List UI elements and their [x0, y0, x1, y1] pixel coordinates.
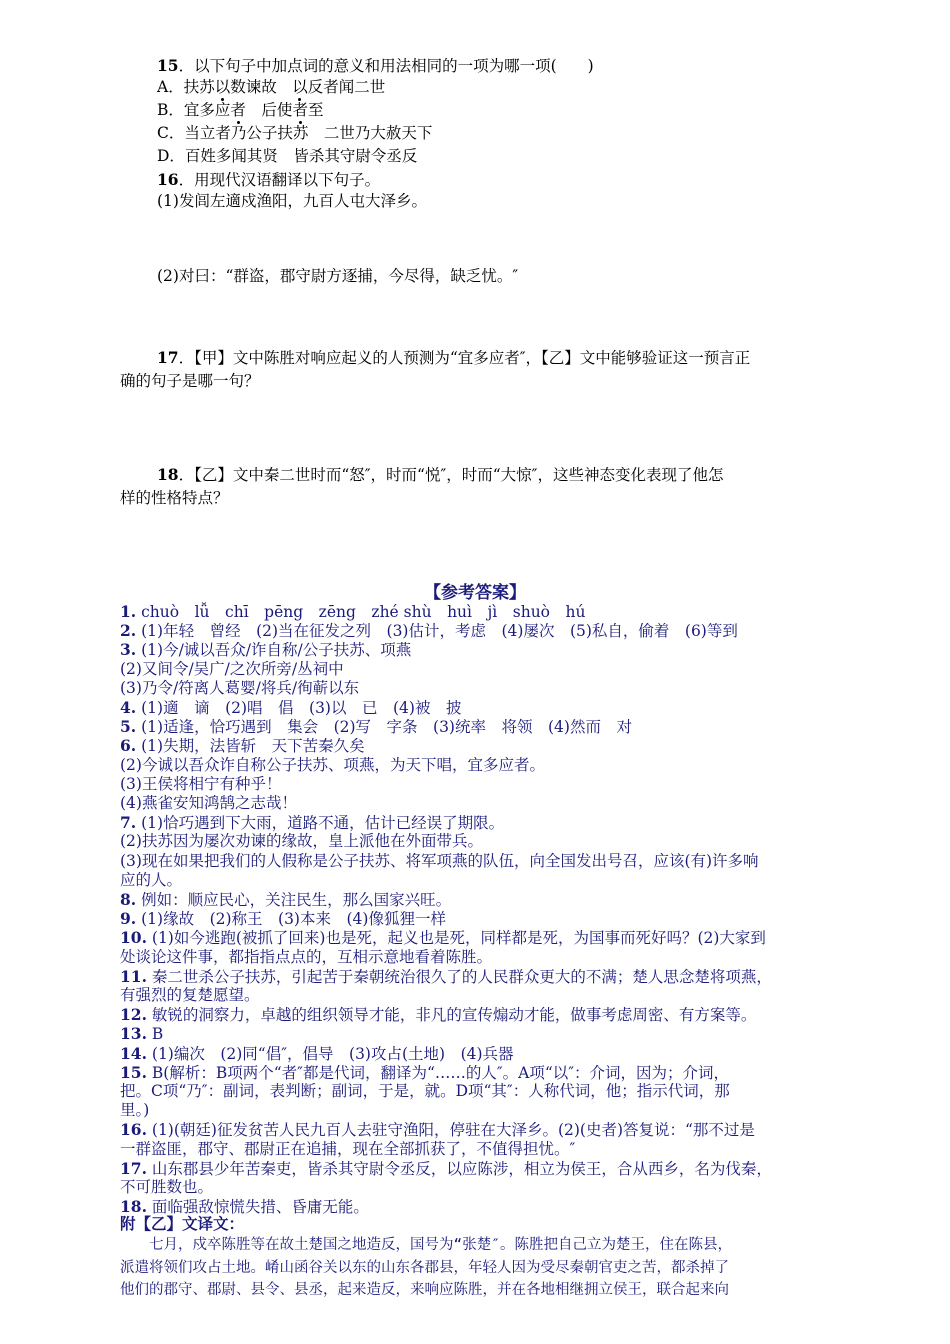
answer-line [120, 1178, 213, 1197]
answer-text: chuò lǚ chī pēng zēng zhé shù huì jì shuò hú [136, 603, 586, 621]
answer-line [120, 640, 411, 660]
answer-line [120, 698, 461, 718]
answer-number: 3. [120, 640, 137, 660]
answer-number: 15. [120, 1062, 147, 1082]
answer-line [120, 852, 759, 871]
answer-text: 处谈论这件事，都指指点点的，互相示意地看着陈胜。 [120, 947, 493, 966]
answer-number: 16. [120, 1120, 147, 1140]
answer-line [120, 621, 738, 641]
answer-text: 秦二世杀公子扶苏，引起苦于秦朝统治很久了的人民群众更大的不满；楚人思念楚将项燕， [146, 967, 772, 986]
answer-line [120, 602, 585, 622]
question-17-line-1: 17．【甲】文中陈胜对响应起义的人预测为“宜多应者″，【乙】文中能够验证这一预言正 [157, 348, 751, 367]
answer-number: 2. [120, 621, 137, 641]
question-18-line-2: 样的性格特点？ [120, 489, 229, 507]
answer-line [120, 1120, 755, 1140]
question-15-option-a: A．扶苏以数谏故 以反者闻二世 [157, 78, 386, 96]
answers-title: 【参考答案】 [424, 583, 526, 603]
answer-number: 14. [120, 1043, 147, 1063]
answer-number: 6. [120, 736, 137, 756]
answer-line [120, 775, 281, 794]
answer-number: 11. [120, 966, 147, 986]
answer-text: 例如：顺应民心，关注民生，那么国家兴旺。 [136, 891, 452, 909]
answer-number: 1. [120, 602, 137, 621]
answer-line [120, 1082, 730, 1101]
answer-number: 18. [120, 1197, 147, 1217]
answer-text: (3)乃令/符离人葛婴/将兵/徇蕲以东 [120, 678, 360, 697]
answer-line [120, 813, 504, 833]
answer-line [120, 660, 344, 679]
answer-text: (1)恰巧遇到下大雨，道路不通，估计已经误了期限。 [136, 814, 505, 833]
answer-line [120, 948, 492, 967]
answer-line [120, 928, 766, 948]
question-16-sentence-1: (1)发闾左適戍渔阳，九百人屯大泽乡。 [157, 192, 427, 210]
translation-line: 他们的郡守、郡尉、县令、县丞，起来造反，来响应陈胜，并在各地相继拥立侯王，联合起来向 [120, 1282, 729, 1298]
question-16-stem: 16．用现代汉语翻译以下句子。 [157, 170, 381, 189]
answer-number: 7. [120, 813, 137, 833]
answer-number: 13. [120, 1024, 147, 1044]
question-15-option-c: C．当立者乃公子扶苏 二世乃大赦天下 [157, 124, 433, 142]
answer-text: (1)缘故 (2)称王 (3)本来 (4)像狐狸一样 [136, 910, 446, 929]
answer-text: 一群盗匪，郡守、郡尉正在追捕，现在全部抓获了，不值得担忧。″ [120, 1139, 576, 1158]
answer-line [120, 1024, 163, 1044]
translation-line: 七月，戍卒陈胜等在故土楚国之地造反，国号为“张楚″。陈胜把自己立为楚王，住在陈县， [120, 1237, 732, 1253]
answer-text: 把。C项“乃″：副词，表判断；副词，于是，就。D项“其″：人称代词，他；指示代词，那 [120, 1082, 730, 1100]
answer-text: (2)又间令/吴广/之次所旁/丛祠中 [120, 659, 344, 678]
answer-line [120, 890, 451, 910]
answer-number: 12. [120, 1005, 147, 1025]
question-15-number: 15 [157, 56, 179, 75]
answer-line [120, 794, 297, 813]
answer-number: 10. [120, 928, 147, 948]
answer-text: (3)王侯将相宁有种乎！ [120, 774, 282, 793]
question-18-line-1: 18．【乙】文中秦二世时而“怒″，时而“悦″，时而“大惊″，这些神态变化表现了他怎 [157, 465, 724, 484]
answer-line [120, 967, 772, 987]
answer-text: (1)适逢，恰巧遇到 集会 (2)写 字条 (3)统率 将领 (4)然而 对 [136, 718, 632, 737]
question-15-option-d: D．百姓多闻其贤 皆杀其守尉令丞反 [157, 147, 418, 165]
answer-text: (2)扶苏因为屡次劝谏的缘故，皇上派他在外面带兵。 [120, 832, 483, 851]
answer-number: 4. [120, 698, 137, 717]
answer-text: (1)年轻 曾经 (2)当在征发之列 (3)估计，考虑 (4)屡次 (5)私自，偷着 (6)等到 [136, 622, 738, 641]
answer-line [120, 1063, 729, 1083]
answer-text: 面临强敌惊慌失措、昏庸无能。 [146, 1198, 369, 1217]
answer-line [120, 1044, 514, 1064]
answer-text: (1)失期，法皆斩 天下苦秦久矣 [136, 737, 365, 756]
answer-number: 17. [120, 1158, 147, 1178]
answer-number: 8. [120, 890, 137, 909]
answer-line [120, 736, 365, 756]
answer-text: (1)適 谪 (2)唱 倡 (3)以 已 (4)被 披 [136, 699, 462, 717]
answer-line [120, 1140, 575, 1159]
answer-text: 里。) [120, 1101, 150, 1120]
answer-line [120, 756, 545, 775]
answer-text: (4)燕雀安知鸿鹄之志哉！ [120, 794, 297, 812]
answer-text: 敏锐的洞察力，卓越的组织领导才能，非凡的宣传煽动才能，做事考虑周密、有方案等。 [146, 1006, 757, 1025]
answer-line [120, 871, 182, 890]
question-15-stem: 15．以下句子中加点词的意义和用法相同的一项为哪一项( ) [157, 56, 594, 75]
question-17-line-2: 确的句子是哪一句？ [120, 372, 260, 390]
answer-text: (1)(朝廷)征发贫苦人民九百人去驻守渔阳，停驻在大泽乡。(2)(史者)答复说：“那不过是 [146, 1121, 755, 1140]
question-17-number: 17 [157, 348, 179, 367]
answer-text: (1)编次 (2)同“倡″，倡导 (3)攻占(土地) (4)兵器 [146, 1044, 514, 1063]
answer-text: B [146, 1025, 164, 1044]
question-15-option-b: B．宜多应者 后使者至 [157, 101, 324, 119]
answer-line [120, 986, 260, 1005]
appendix-title: 附【乙】文译文： [120, 1214, 245, 1233]
answer-line [120, 717, 632, 737]
answer-number: 9. [120, 909, 137, 929]
answer-line [120, 832, 483, 851]
answer-text: 有强烈的复楚愿望。 [120, 986, 260, 1004]
answer-number: 5. [120, 717, 137, 737]
answer-line [120, 1101, 149, 1120]
answer-text: (1)今/诚以吾众/诈自称/公子扶苏、项燕 [136, 641, 412, 660]
question-16-number: 16 [157, 170, 179, 189]
answer-text: (1)如今逃跑(被抓了回来)也是死，起义也是死，同样都是死，为国事而死好吗？(2)大家到 [146, 929, 766, 948]
translation-line: 派遣将领们攻占土地。崤山函谷关以东的山东各郡县，年轻人因为受尽秦朝官吏之苦，都杀掉了 [120, 1259, 729, 1276]
answer-line [120, 1005, 756, 1025]
answer-text: (3)现在如果把我们的人假称是公子扶苏、将军项燕的队伍，向全国发出号召，应该(有)许多响 [120, 851, 759, 870]
answer-text: B(解析：B项两个“者″都是代词，翻译为“……的人″。A项“以″：介词，因为；介词， [146, 1063, 730, 1082]
answer-text: 应的人。 [120, 870, 183, 889]
answer-line [120, 909, 446, 929]
answer-text: (2)今诚以吾众诈自称公子扶苏、项燕，为天下唱，宜多应者。 [120, 755, 545, 774]
answer-line [120, 679, 359, 698]
question-16-sentence-2: (2)对曰：“群盗，郡守尉方逐捕，今尽得，缺乏忧。″ [157, 267, 519, 285]
answer-line [120, 1159, 772, 1179]
answer-text: 山东郡县少年苦秦吏，皆杀其守尉令丞反，以应陈涉，相立为侯王，合从西乡，名为伐秦， [146, 1159, 772, 1178]
question-18-number: 18 [157, 465, 179, 484]
answer-text: 不可胜数也。 [120, 1178, 214, 1196]
